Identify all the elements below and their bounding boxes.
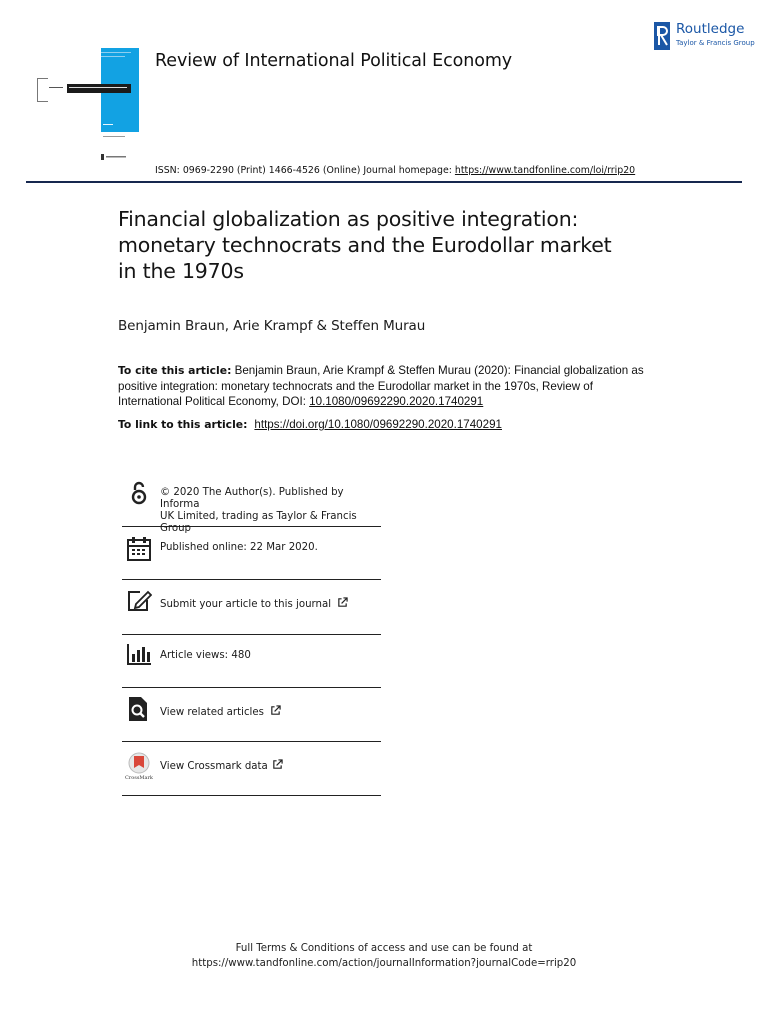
open-access-line-2: UK Limited, trading as Taylor & Francis — [160, 511, 357, 522]
routledge-logo — [652, 21, 755, 51]
title-line-1: Financial globalization as positive integration: — [118, 207, 579, 231]
header-divider — [26, 181, 742, 183]
submit-article-item[interactable] — [122, 580, 381, 635]
open-access-line-3: Group — [160, 523, 192, 534]
calendar-icon — [126, 536, 152, 562]
related-articles-item[interactable] — [122, 688, 381, 742]
journal-homepage-link[interactable]: https://www.tandfonline.com/loi/rrip20 — [454, 165, 636, 176]
search-document-icon — [126, 696, 152, 722]
crossmark-icon — [124, 751, 154, 781]
cover-title-band — [65, 84, 131, 93]
citation-text: Benjamin Braun, Arie Krampf & Steffen Murau (2020): Financial globalization as positive integration: monetary technocrats and the Eurodollar market in the 1970s, Review of International Political Economy, DOI: — [118, 364, 644, 408]
article-doi-link[interactable]: https://doi.org/10.1080/09692290.2020.1740291 — [254, 418, 502, 431]
crossmark-item[interactable] — [122, 742, 381, 796]
published-date-item — [122, 527, 381, 580]
footer-terms-link[interactable]: https://www.tandfonline.com/action/journalInformation?journalCode=rrip20 — [191, 957, 577, 969]
issn-text: ISSN: 0969-2290 (Print) 1466-4526 (Online) Journal homepage: — [155, 165, 455, 176]
journal-cover-thumbnail — [37, 46, 142, 166]
open-access-line-1: © 2020 The Author(s). Published by Informa — [160, 487, 344, 510]
crossmark-link[interactable]: View Crossmark data — [160, 761, 268, 772]
external-link-icon — [272, 759, 283, 770]
open-access-icon — [126, 480, 152, 506]
footer-line-1: Full Terms & Conditions of access and use can be found at — [235, 943, 533, 954]
routledge-r-icon — [652, 21, 672, 51]
article-info-list — [122, 478, 381, 796]
published-date: Published online: 22 Mar 2020. — [160, 542, 318, 553]
citation-block — [118, 363, 648, 410]
crossmark-logo-text: CrossMark — [125, 775, 153, 781]
link-label: To link to this article: — [118, 418, 252, 431]
publisher-subtitle: Taylor & Francis Group — [676, 39, 755, 47]
title-line-3: in the 1970s — [118, 259, 244, 283]
title-line-2: monetary technocrats and the Eurodollar market — [118, 233, 612, 257]
citation-doi-link[interactable]: 10.1080/09692290.2020.1740291 — [309, 395, 484, 408]
issn-line — [155, 165, 635, 176]
submit-article-link[interactable]: Submit your article to this journal — [160, 599, 332, 610]
citation-label: To cite this article: — [118, 364, 232, 377]
article-title — [118, 206, 678, 284]
bar-chart-icon — [126, 642, 152, 668]
link-block — [118, 418, 502, 431]
external-link-icon — [337, 597, 348, 608]
journal-title[interactable]: Review of International Political Economy — [155, 51, 513, 71]
cover-routledge-logo — [101, 154, 129, 160]
external-link-icon — [270, 705, 281, 716]
open-access-item — [122, 478, 381, 534]
article-views-item — [122, 635, 381, 688]
edit-icon — [126, 588, 152, 614]
related-articles-link[interactable]: View related articles — [160, 707, 264, 718]
article-authors: Benjamin Braun, Arie Krampf & Steffen Murau — [118, 318, 426, 334]
terms-footer — [0, 942, 768, 971]
article-views: Article views: 480 — [160, 650, 251, 661]
publisher-name: Routledge — [676, 21, 745, 37]
